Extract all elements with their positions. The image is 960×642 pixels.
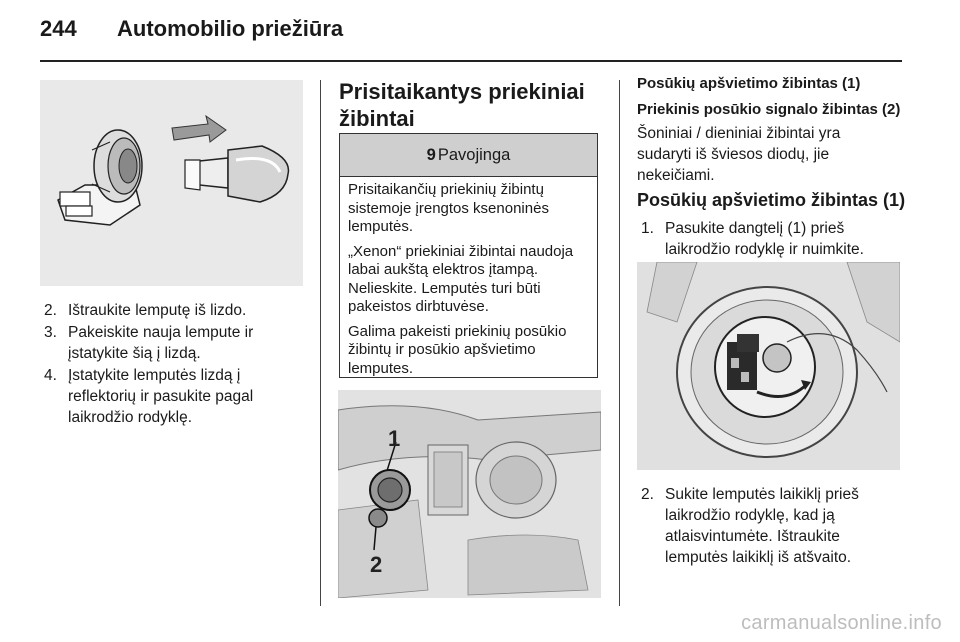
step-number: 2. [641, 486, 654, 503]
warning-box [339, 133, 598, 378]
step-text: Pakeiskite nauja lempute ir įstatykite šią į lizdą. [68, 324, 254, 362]
warning-title: Pavojinga [437, 145, 511, 164]
figure-label-2: 2 [370, 552, 383, 577]
header-rule [40, 60, 902, 62]
page-title: Automobilio priežiūra [117, 16, 344, 41]
list-item [641, 218, 903, 260]
lamp-label-2: Priekinis posūkio signalo žibintas (2) [637, 101, 901, 118]
page-number: 244 [40, 16, 77, 41]
subsection-title: Posūkių apšvietimo žibintas (1) [637, 190, 906, 210]
warning-paragraph: „Xenon“ priekiniai žibintai naudoja labai aukštą elektros įtampą. Nelieskite. Lemputės turi būti pakeistos dirbtuvėse. [348, 242, 574, 315]
lamp-label-1: Posūkių apšvietimo žibintas (1) [637, 75, 861, 92]
column-divider-left [320, 80, 321, 606]
list-item [44, 322, 306, 364]
bulb-socket-illustration [40, 80, 303, 286]
figure-label-1: 1 [388, 426, 401, 451]
step-text: Įstatykite lemputės lizdą į reflektorių ir pasukite pagal laikrodžio rodyklę. [68, 367, 254, 426]
column-divider-right [619, 80, 620, 606]
section-title: Prisitaikantys priekiniai žibintai [339, 79, 585, 131]
list-item [44, 300, 306, 321]
warning-body [340, 177, 597, 388]
step-number: 1. [641, 220, 654, 237]
step-number: 2. [44, 302, 57, 319]
step-number: 3. [44, 324, 57, 341]
paragraph: Šoniniai / dieniniai žibintai yra sudaryti iš šviesos diodų, jie nekeičiami. [637, 125, 841, 184]
list-item [641, 484, 903, 568]
warning-icon: 9 [426, 145, 436, 164]
warning-paragraph: Prisitaikančių priekinių žibintų sistemoje įrengtos ksenoninės lemputės. [348, 181, 549, 235]
step-text: Pasukite dangtelį (1) prieš laikrodžio rodyklę ir nuimkite. [665, 220, 864, 258]
watermark: carmanualsonline.info [741, 612, 942, 634]
list-item [44, 365, 306, 428]
step-text: Sukite lemputės laikiklį prieš laikrodžio rodyklę, kad ją atlaisvintumėte. Ištraukite lemputės laikiklį iš atšvaito. [665, 486, 859, 566]
headlamp-illustration [338, 390, 601, 598]
warning-paragraph: Galima pakeisti priekinių posūkio žibintų ir posūkio apšvietimo lemputes. [348, 322, 567, 377]
step-text: Ištraukite lemputę iš lizdo. [68, 302, 247, 319]
headlamp-cover-illustration [637, 262, 900, 470]
step-number: 4. [44, 367, 57, 384]
warning-header [340, 134, 597, 177]
